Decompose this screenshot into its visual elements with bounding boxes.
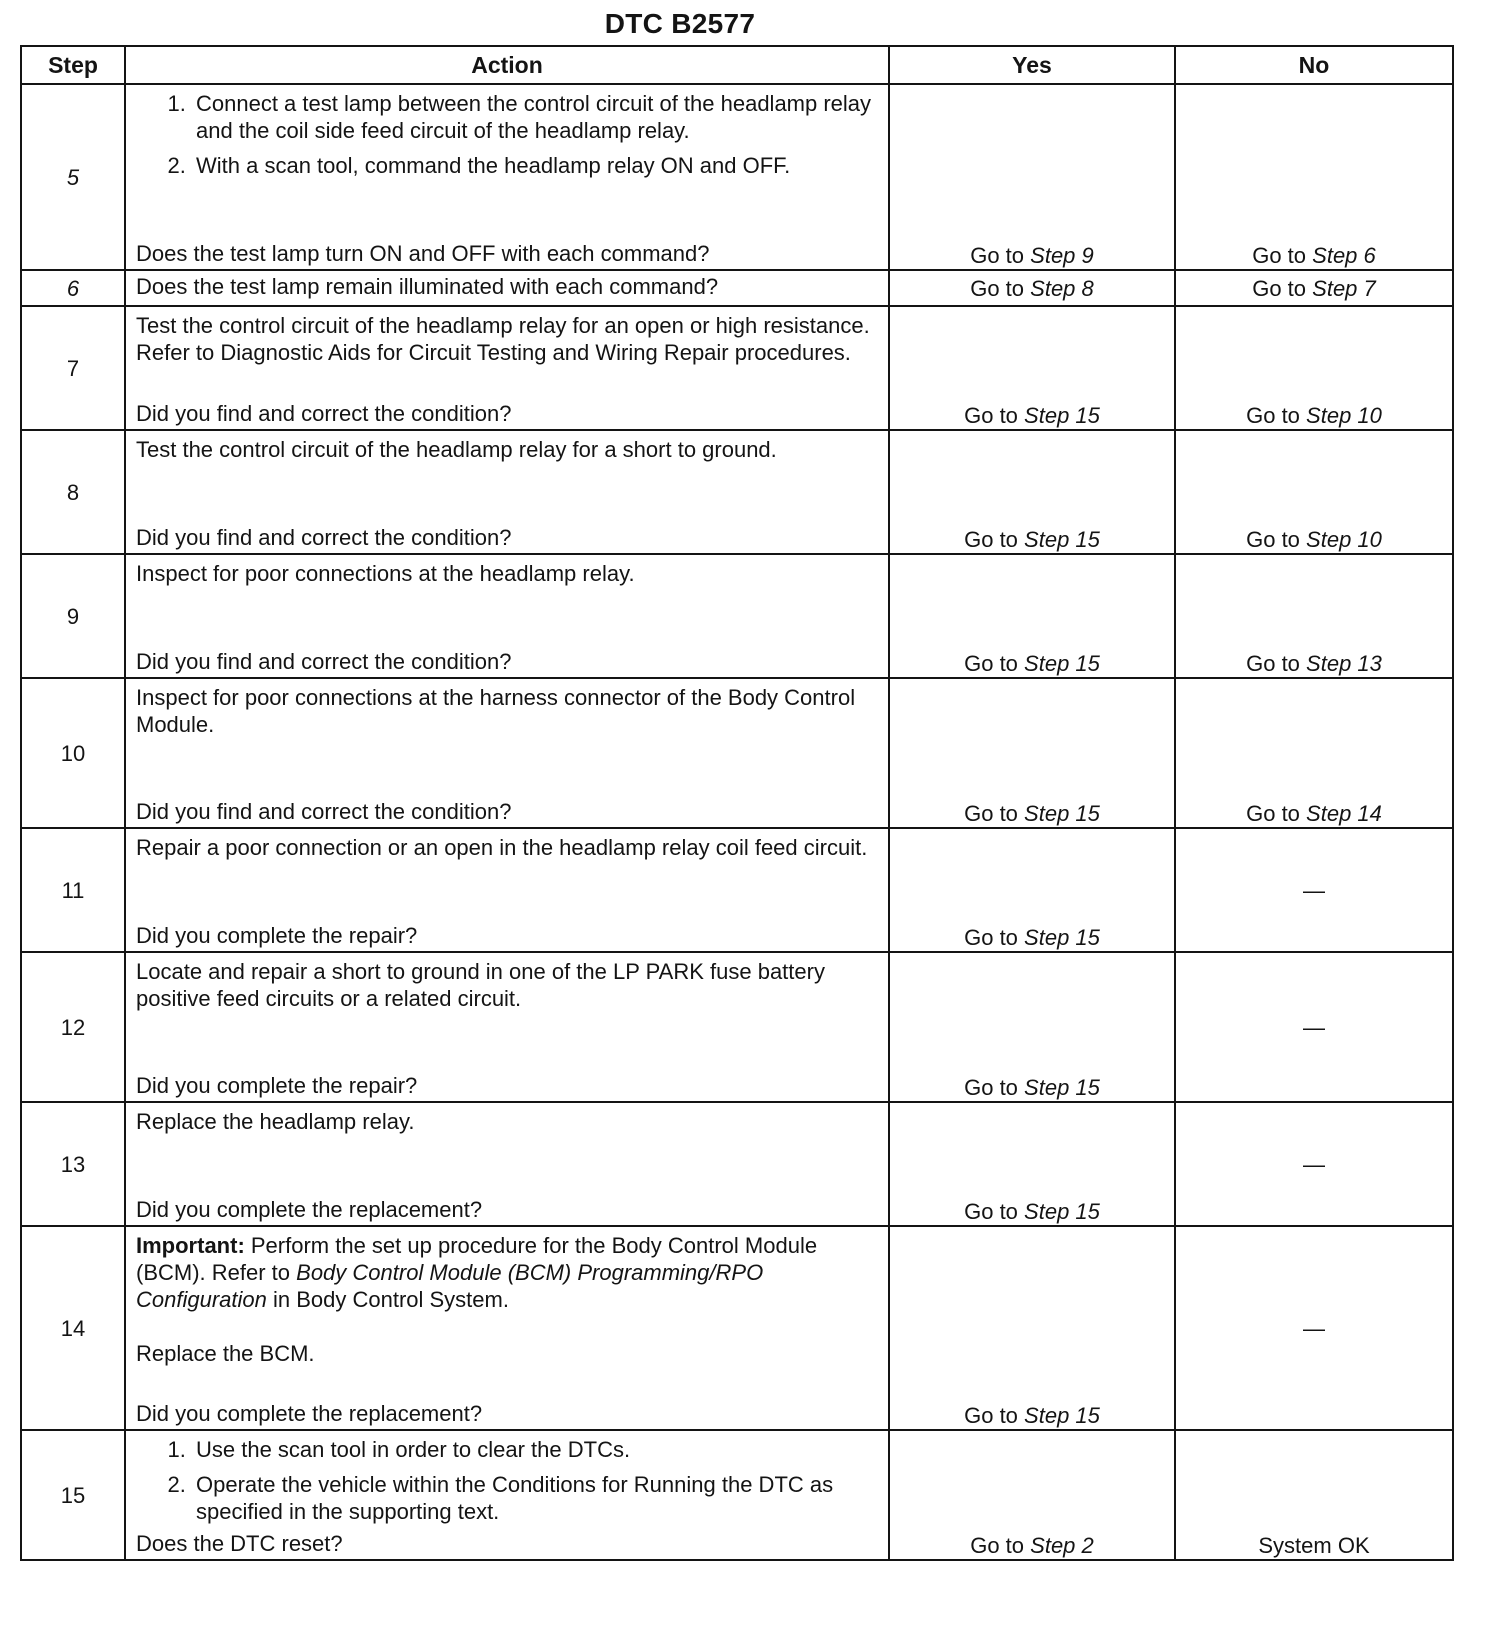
- question: Does the test lamp remain illuminated with each command?: [136, 274, 719, 299]
- no-cell: Go to Step 13: [1175, 554, 1453, 678]
- step-number: 6: [21, 270, 125, 306]
- no-cell: —: [1175, 828, 1453, 952]
- no-cell: —: [1175, 1102, 1453, 1226]
- action-item: 2. Operate the vehicle within the Conditions for Running the DTC as specified in the supporting text.: [192, 1471, 878, 1525]
- important-label: Important:: [136, 1233, 245, 1258]
- yes-step-link[interactable]: Step 15: [1024, 925, 1100, 950]
- header-no: No: [1175, 46, 1453, 84]
- step-number: 12: [21, 952, 125, 1102]
- header-step: Step: [21, 46, 125, 84]
- action-cell: [125, 84, 889, 270]
- yes-step-link[interactable]: Step 15: [1024, 403, 1100, 428]
- step-number: 8: [21, 430, 125, 554]
- step-number: 13: [21, 1102, 125, 1226]
- action-cell: [125, 952, 889, 1102]
- step-number: 15: [21, 1430, 125, 1560]
- yes-cell: Go to Step 9: [889, 84, 1175, 270]
- table-title: DTC B2577: [604, 8, 756, 39]
- action-item: 1. Use the scan tool in order to clear the DTCs.: [192, 1436, 878, 1463]
- action-cell: [125, 430, 889, 554]
- step-number: 7: [21, 306, 125, 430]
- yes-cell: Go to Step 2: [889, 1430, 1175, 1560]
- no-step-link[interactable]: Step 14: [1306, 801, 1382, 826]
- step-number: 10: [21, 678, 125, 828]
- table-row: [21, 1226, 1453, 1430]
- action-text: Locate and repair a short to ground in one of the LP PARK fuse battery positive feed circuits or a related circuit.: [136, 959, 825, 1011]
- action-cell: [125, 1226, 889, 1430]
- action-item: 1. Connect a test lamp between the control circuit of the headlamp relay and the coil side feed circuit of the headlamp relay.: [192, 90, 878, 144]
- action-cell: [125, 1430, 889, 1560]
- yes-cell: Go to Step 15: [889, 1102, 1175, 1226]
- question: Did you find and correct the condition?: [136, 649, 512, 674]
- no-cell: —: [1175, 952, 1453, 1102]
- yes-cell: Go to Step 15: [889, 828, 1175, 952]
- no-cell: Go to Step 10: [1175, 430, 1453, 554]
- yes-step-link[interactable]: Step 15: [1024, 801, 1100, 826]
- question: Did you complete the repair?: [136, 923, 418, 948]
- header-row: [21, 46, 1453, 84]
- table-row: [21, 84, 1453, 270]
- yes-cell: Go to Step 8: [889, 270, 1175, 306]
- no-step-link[interactable]: Step 13: [1306, 651, 1382, 676]
- question: Did you find and correct the condition?: [136, 799, 512, 824]
- question: Does the test lamp turn ON and OFF with each command?: [136, 241, 710, 266]
- yes-step-link[interactable]: Step 15: [1024, 1403, 1100, 1428]
- important-note: Important: Perform the set up procedure for the Body Control Module (BCM). Refer to Body Control Module (BCM) Programming/RPO Configuration in Body Control System.: [136, 1233, 818, 1312]
- table-row: [21, 678, 1453, 828]
- no-step-link[interactable]: Step 10: [1306, 403, 1382, 428]
- header-yes: Yes: [889, 46, 1175, 84]
- yes-cell: Go to Step 15: [889, 306, 1175, 430]
- yes-cell: Go to Step 15: [889, 678, 1175, 828]
- action-text: Test the control circuit of the headlamp relay for a short to ground.: [136, 437, 777, 462]
- no-cell: System OK: [1175, 1430, 1453, 1560]
- no-cell: Go to Step 6: [1175, 84, 1453, 270]
- action-cell: [125, 1102, 889, 1226]
- question: Did you find and correct the condition?: [136, 401, 512, 426]
- question: Did you find and correct the condition?: [136, 525, 512, 550]
- table-row: [21, 1102, 1453, 1226]
- step-number: 5: [21, 84, 125, 270]
- no-cell: Go to Step 10: [1175, 306, 1453, 430]
- step-number: 11: [21, 828, 125, 952]
- question: Did you complete the repair?: [136, 1073, 418, 1098]
- table-row: [21, 554, 1453, 678]
- action-cell: [125, 306, 889, 430]
- no-cell: Go to Step 14: [1175, 678, 1453, 828]
- no-cell: —: [1175, 1226, 1453, 1430]
- question: Does the DTC reset?: [136, 1531, 343, 1556]
- action-text: Repair a poor connection or an open in the headlamp relay coil feed circuit.: [136, 835, 868, 860]
- table-row: [21, 306, 1453, 430]
- yes-step-link[interactable]: Step 15: [1024, 1075, 1100, 1100]
- question: Did you complete the replacement?: [136, 1401, 483, 1426]
- action-text: Replace the BCM.: [136, 1341, 315, 1366]
- action-text: Inspect for poor connections at the headlamp relay.: [136, 561, 635, 586]
- table-row: [21, 270, 1453, 306]
- no-step-link[interactable]: Step 10: [1306, 527, 1382, 552]
- step-number: 9: [21, 554, 125, 678]
- reference-link[interactable]: Body Control Module (BCM) Programming/RPO Configuration: [136, 1260, 764, 1312]
- yes-cell: Go to Step 15: [889, 1226, 1175, 1430]
- yes-step-link[interactable]: Step 15: [1024, 1199, 1100, 1224]
- yes-cell: Go to Step 15: [889, 952, 1175, 1102]
- yes-step-link[interactable]: Step 8: [1030, 275, 1094, 301]
- table-row: [21, 952, 1453, 1102]
- no-step-link[interactable]: Step 7: [1312, 275, 1376, 301]
- action-item: 2. With a scan tool, command the headlamp relay ON and OFF.: [192, 152, 878, 179]
- yes-step-link[interactable]: Step 15: [1024, 651, 1100, 676]
- no-step-link[interactable]: Step 6: [1312, 243, 1376, 268]
- action-text: Replace the headlamp relay.: [136, 1109, 415, 1134]
- yes-step-link[interactable]: Step 9: [1030, 243, 1094, 268]
- table-row: [21, 1430, 1453, 1560]
- yes-step-link[interactable]: Step 15: [1024, 527, 1100, 552]
- action-cell: [125, 828, 889, 952]
- table-row: [21, 828, 1453, 952]
- step-number: 14: [21, 1226, 125, 1430]
- header-action: Action: [125, 46, 889, 84]
- yes-step-link[interactable]: Step 2: [1030, 1533, 1094, 1558]
- action-text: Inspect for poor connections at the harness connector of the Body Control Module.: [136, 685, 856, 737]
- yes-cell: Go to Step 15: [889, 554, 1175, 678]
- no-cell: Go to Step 7: [1175, 270, 1453, 306]
- action-cell: [125, 678, 889, 828]
- question: Did you complete the replacement?: [136, 1197, 483, 1222]
- action-cell: [125, 554, 889, 678]
- diagnostic-table: [20, 45, 1454, 1561]
- table-row: [21, 430, 1453, 554]
- yes-cell: Go to Step 15: [889, 430, 1175, 554]
- action-text: Test the control circuit of the headlamp relay for an open or high resistance. Refer to Diagnostic Aids for Circuit Testing and Wiring Repair procedures.: [136, 313, 870, 365]
- action-cell: [125, 270, 889, 306]
